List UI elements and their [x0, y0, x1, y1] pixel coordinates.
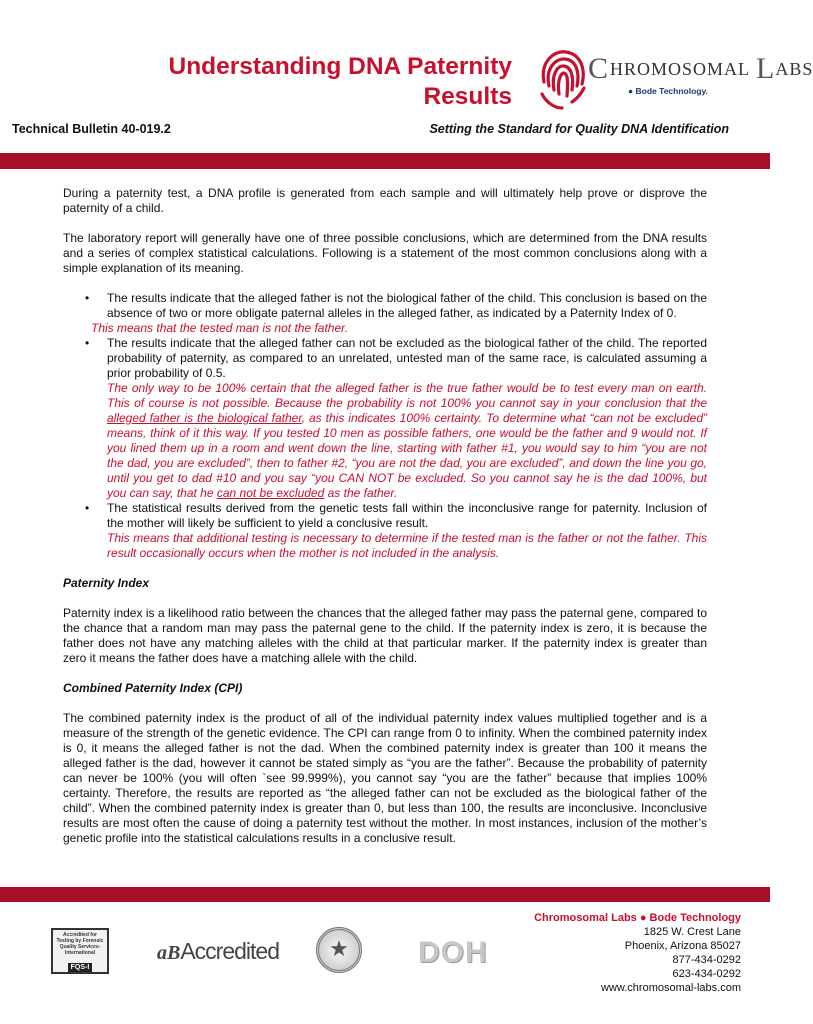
- bullet-icon: •: [85, 291, 90, 305]
- contact-block: [534, 911, 741, 995]
- company-name: Chromosomal Labs ● Bode Technology: [534, 912, 741, 924]
- conclusion-note: This means that the tested man is not the father.: [91, 321, 349, 335]
- doh-logo: DOH: [418, 936, 488, 969]
- state-seal-icon: ★: [316, 927, 362, 973]
- cpi-paragraph: The combined paternity index is the product of all of the individual paternity index values multiplied together and is a measure of the strength of the genetic evidence. The CPI can range from 0 to infinity. When the combined paternity index is 0, it means the alleged father is not the dad. When the combined paternity index is greater than 100 it means the alleged father is the dad, however it cannot be stated simply as “you are the father”. Because the probability of paternity can never be 100% (you will often `see 99.999%), you cannot say “you are the father” because that implies 100% certainty. Therefore, the results are reported as “the alleged father can not be excluded as the biological father of the child”. When the combined paternity index is greater than 0, but less than 100, the results are inconclusive. Inconclusive results are most often the cause of doing a paternity test without the mother. In most instances, inclusion of the mother’s genetic profile into the statistical calculations results in a conclusive result.: [63, 711, 707, 845]
- bullet-icon: •: [85, 336, 90, 350]
- city-state-zip: Phoenix, Arizona 85027: [624, 940, 741, 952]
- intro-paragraph-1: During a paternity test, a DNA profile is generated from each sample and will ultimately help prove or disprove the paternity of a child.: [63, 186, 707, 215]
- list-item: [63, 336, 707, 501]
- paternity-index-paragraph: Paternity index is a likelihood ratio between the chances that the alleged father may pass the paternal gene, compared to the chance that a random man may pass the paternal gene to the child. If the paternity index is zero, it is because the father does not have any matching alleles with the child at that particular marker. If the paternity index is greater than zero it means the father does have a matching allele with the child.: [63, 606, 707, 665]
- document-body: [63, 186, 707, 861]
- slogan: Setting the Standard for Quality DNA Identification: [429, 122, 729, 136]
- phone-tollfree: 877-434-0292: [672, 954, 741, 966]
- phone-local: 623-434-0292: [672, 968, 741, 980]
- fqs-accreditation-badge: Accredited for Testing by Forensic Quality Services-International FQS-I: [51, 928, 109, 974]
- cpi-heading: Combined Paternity Index (CPI): [63, 681, 243, 695]
- street-address: 1825 W. Crest Lane: [643, 926, 741, 938]
- conclusion-text: The results indicate that the alleged father is not the biological father of the child. This conclusion is based on the absence of two or more obligate paternal alleles in the alleged father, as indicated by a Paternity Index of 0.: [107, 291, 707, 320]
- intro-paragraph-2: The laboratory report will generally have one of three possible conclusions, which are determined from the DNA results and a series of complex statistical calculations. Following is a statement of the most common conclusions along with a simple explanation of its meaning.: [63, 231, 707, 275]
- fingerprint-icon: [534, 42, 590, 112]
- conclusion-text: The results indicate that the alleged father can not be excluded as the biological father of the child. The reported probability of paternity, as compared to an unrelated, untested man of the same race, is calculated assuming a prior probability of 0.5.: [107, 336, 707, 380]
- website-link[interactable]: www.chromosomal-labs.com: [601, 982, 741, 994]
- aabb-accredited-badge: aBAccredited: [157, 938, 280, 964]
- header-divider-bar: [0, 153, 770, 169]
- conclusion-text: The statistical results derived from the genetic tests fall within the inconclusive range for paternity. Inclusion of the mother will likely be sufficient to yield a conclusive result.: [107, 501, 707, 530]
- list-item: [63, 501, 707, 561]
- conclusion-note: This means that additional testing is necessary to determine if the tested man is the father or not the father. This result occasionally occurs when the mother is not included in the analysis.: [107, 531, 707, 560]
- page-title: [150, 52, 512, 112]
- page-title-line2: Results: [423, 83, 512, 110]
- logo-wordmark: CHROMOSOMAL LABS: [588, 52, 813, 85]
- footer-divider-bar: [0, 887, 770, 902]
- bullet-icon: •: [85, 501, 90, 515]
- bulletin-number: Technical Bulletin 40-019.2: [12, 122, 171, 136]
- chromosomal-labs-logo: [534, 40, 813, 112]
- paternity-index-heading: Paternity Index: [63, 576, 150, 590]
- globe-icon: ●: [628, 86, 634, 96]
- conclusion-note: The only way to be 100% certain that the alleged father is the true father would be to test every man on earth. This of course is not possible. Because the probability is not 100% you cannot say in your conclusion that the alleged father is the biological father, as this indicates 100% certainty. To determine what “can not be excluded” means, think of it this way. If you tested 10 men as possible fathers, one would be the father and 9 would not. If you lined them up in a room and went down the line, starting with father #1, you would say to him “you are not the dad, you are excluded”, then to father #2, “you are not the dad, you are excluded”, and down the line you go, until you get to dad #10 and you say “you CAN NOT be excluded. So you cannot say he is the dad 100%, but you can say, that he can not be excluded as the father.: [107, 381, 707, 500]
- conclusions-list: [63, 291, 707, 561]
- list-item: [63, 291, 707, 336]
- page-title-line1: Understanding DNA Paternity: [168, 53, 512, 80]
- logo-bode-technology: ● Bode Technology.: [628, 86, 708, 96]
